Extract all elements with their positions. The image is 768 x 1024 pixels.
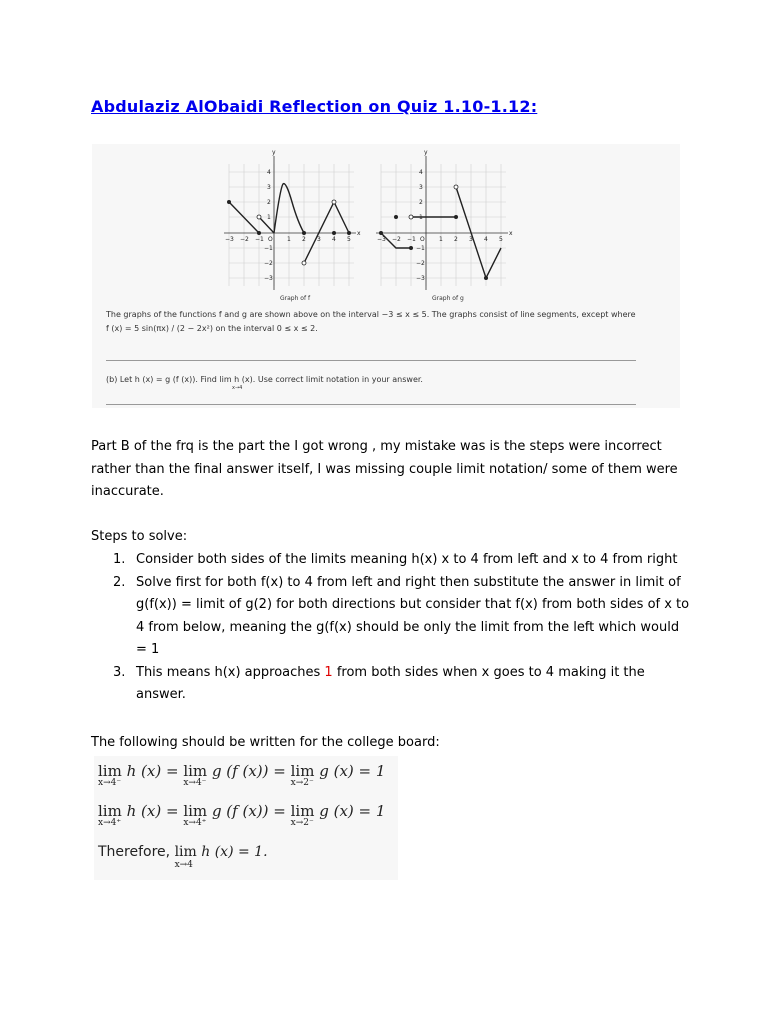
- g-axis-y-label: y: [424, 149, 428, 156]
- lim-subscript: x→4⁻: [98, 778, 122, 788]
- g-y-tick: 4: [419, 169, 423, 176]
- step-text: Solve first for both f(x) to 4 from left and right then substitute the answer in limit of g(f(x)) = limit of g(2) for both directions but consider that f(x) from both sides of x to 4 from below, meaning the g(f(x) should be only the limit from the left which would = 1: [136, 574, 690, 657]
- g-axis-x-label: x: [509, 230, 513, 237]
- steps-list: [91, 549, 691, 707]
- f-y-tick: 4: [267, 169, 271, 176]
- graph-f: [224, 149, 361, 302]
- g-x-tick: −1: [407, 236, 416, 243]
- f-x-tick: 4: [332, 236, 336, 243]
- f-x-tick: 1: [287, 236, 291, 243]
- figure-divider: [106, 360, 636, 361]
- lim-subscript: x→4: [174, 860, 193, 870]
- step-item: [91, 662, 691, 707]
- f-x-tick: 3: [317, 236, 321, 243]
- gf-expression: g (f (x)) =: [211, 802, 286, 820]
- quiz-figure: [92, 144, 680, 408]
- step-number: 3.: [113, 664, 126, 680]
- limit-notation-image: [94, 756, 398, 880]
- steps-heading: Steps to solve:: [91, 529, 188, 544]
- step-number: 1.: [113, 552, 126, 567]
- g-x-tick: 3: [469, 236, 473, 243]
- f-x-tick: −1: [255, 236, 264, 243]
- g-y-tick: −3: [416, 275, 425, 282]
- f-x-tick: −3: [225, 236, 234, 243]
- f-x-tick: 5: [347, 236, 351, 243]
- g-x-tick: 2: [454, 236, 458, 243]
- step-item: [91, 572, 691, 662]
- f-axis-x-label: x: [357, 230, 361, 237]
- lim-operator: lim: [98, 802, 122, 820]
- g-x-tick: 5: [499, 236, 503, 243]
- step-text: Consider both sides of the limits meaning h(x) x to 4 from left and x to 4 from right: [136, 552, 678, 567]
- f-x-tick: 2: [302, 236, 306, 243]
- f-x-tick: −2: [240, 236, 249, 243]
- step-text: This means h(x) approaches: [136, 664, 325, 680]
- step-number: 2.: [113, 574, 126, 590]
- f-y-tick: −3: [264, 275, 273, 282]
- lim-operator: lim: [183, 762, 208, 780]
- f-y-tick: 1: [267, 214, 271, 221]
- lim-subscript: x→4⁺: [98, 818, 122, 828]
- h-expression: h (x) =: [126, 802, 179, 820]
- f-x-ticks: [225, 236, 351, 243]
- f-y-tick: 3: [267, 184, 271, 191]
- f-y-tick: −1: [264, 245, 273, 252]
- h-expression: h (x) =: [126, 762, 179, 780]
- f-y-tick: −2: [264, 260, 273, 267]
- graphs-svg: [92, 144, 680, 314]
- college-board-line: The following should be written for the college board:: [91, 735, 440, 750]
- step-text-continued: from both sides when x goes to 4 making it the answer.: [136, 664, 645, 702]
- g-x-tick: 1: [439, 236, 443, 243]
- g-y-tick: 2: [419, 199, 423, 206]
- therefore-word: Therefore,: [98, 844, 171, 860]
- g-x-tick: 4: [484, 236, 488, 243]
- g-y-tick: −1: [416, 245, 425, 252]
- f-origin-label: O: [268, 236, 273, 243]
- f-y-tick: 2: [267, 199, 271, 206]
- g-x-ticks: [377, 236, 503, 243]
- left-limit-equation: [98, 762, 386, 788]
- lim-subscript: x→2⁻: [290, 778, 314, 788]
- f-y-ticks: [264, 169, 273, 282]
- figure-description-line1: The graphs of the functions f and g are shown above on the interval −3 ≤ x ≤ 5. The graphs consist of line segments, except where: [106, 310, 636, 319]
- lim-operator: lim: [290, 762, 315, 780]
- therefore-statement: [98, 844, 268, 870]
- lim-subscript: x→2⁻: [290, 818, 314, 828]
- g-y-tick: 3: [419, 184, 423, 191]
- g-expression: g (x) = 1: [319, 802, 386, 820]
- gf-expression: g (f (x)) =: [211, 762, 286, 780]
- figure-description-line2: f (x) = 5 sin(πx) / (2 − 2x²) on the interval 0 ≤ x ≤ 2.: [106, 324, 318, 333]
- step-item: [91, 549, 691, 572]
- g-origin-label: O: [420, 236, 425, 243]
- g-x-tick: −3: [377, 236, 386, 243]
- document-title: Abdulaziz AlObaidi Reflection on Quiz 1.10-1.12:: [91, 97, 538, 116]
- part-b-question: (b) Let h (x) = g (f (x)). Find lim h (x). Use correct limit notation in your answer.: [106, 375, 423, 384]
- g-expression: g (x) = 1: [319, 762, 386, 780]
- lim-operator: lim: [183, 802, 208, 820]
- reflection-paragraph: Part B of the frq is the part the I got wrong , my mistake was is the steps were incorrect rather than the final answer itself, I was missing couple limit notation/ some of them were inaccurate.: [91, 439, 678, 499]
- graph-g: [376, 149, 513, 302]
- g-x-tick: −2: [392, 236, 401, 243]
- part-b-limit-subscript: x→4: [232, 385, 243, 391]
- g-y-tick: 1: [419, 214, 423, 221]
- lim-operator: lim: [174, 844, 197, 860]
- g-y-ticks: [416, 169, 425, 282]
- figure-divider: [106, 404, 636, 405]
- graph-g-caption: Graph of g: [432, 295, 464, 302]
- graph-f-caption: Graph of f: [280, 295, 311, 302]
- g-y-tick: −2: [416, 260, 425, 267]
- h-result: h (x) = 1.: [201, 844, 268, 860]
- lim-operator: lim: [98, 762, 122, 780]
- lim-operator: lim: [290, 802, 315, 820]
- lim-subscript: x→4⁺: [183, 818, 207, 828]
- right-limit-equation: [98, 802, 386, 828]
- f-axis-y-label: y: [272, 149, 276, 156]
- highlighted-answer: 1: [324, 664, 333, 680]
- lim-subscript: x→4⁻: [183, 778, 207, 788]
